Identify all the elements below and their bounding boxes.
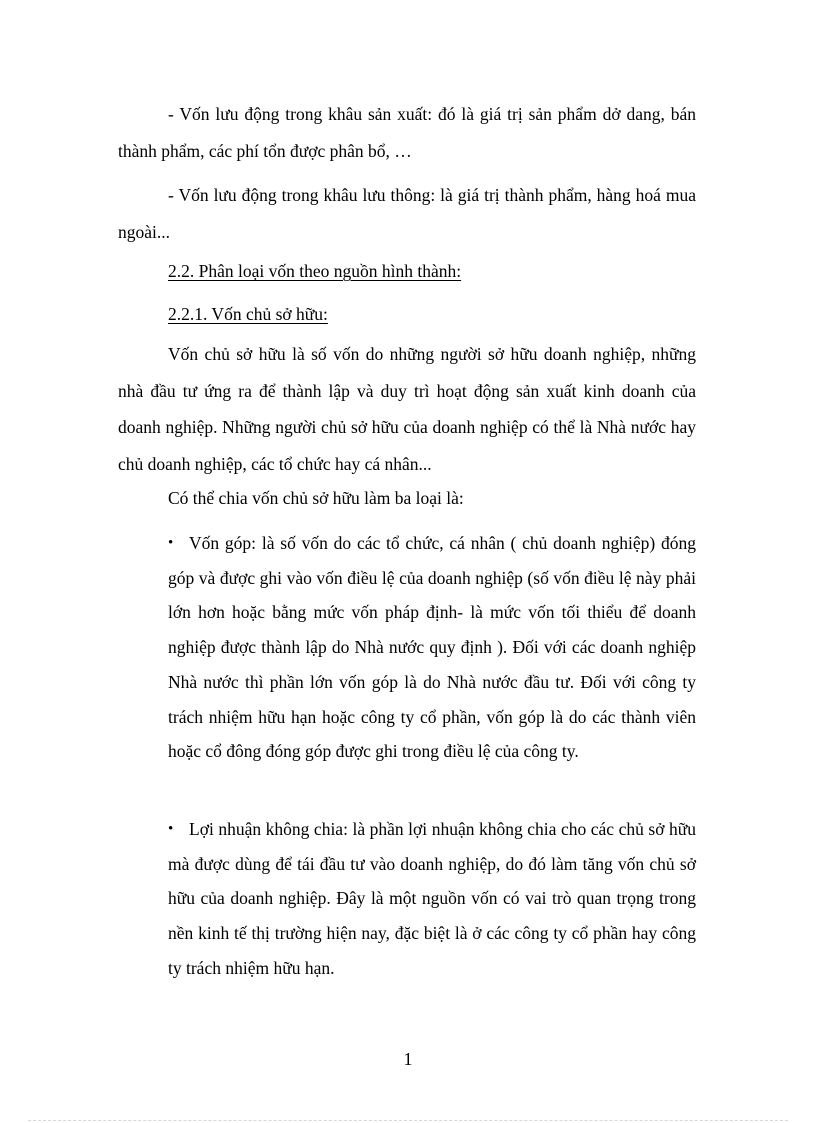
- bullet-text-contributed-capital: Vốn góp: là số vốn do các tổ chức, cá nhân ( chủ doanh nghiệp) đóng góp và được ghi vào vốn điều lệ của doanh nghiệp (số vốn điều lệ này phải lớn hơn hoặc bằng mức vốn pháp định- là mức vốn tối thiểu để doanh nghiệp được thành lập do Nhà nước quy định ). Đối với các doanh nghiệp Nhà nước thì phần lớn vốn góp là do Nhà nước đầu tư. Đối với công ty trách nhiệm hữu hạn hoặc công ty cổ phần, vốn góp là do các thành viên hoặc cổ đông đóng góp được ghi trong điều lệ của công ty.: [168, 533, 696, 762]
- bullet-dot-icon: •: [168, 535, 174, 551]
- section-heading-2-2: 2.2. Phân loại vốn theo nguồn hình thành:: [168, 261, 462, 281]
- bullet-dot-icon: •: [168, 821, 174, 837]
- paragraph-owner-equity-definition: Vốn chủ sở hữu là số vốn do những người sở hữu doanh nghiệp, những nhà đầu tư ứng ra để thành lập và duy trì hoạt động sản xuất kinh doanh của doanh nghiệp. Những người chủ sở hữu của doanh nghiệp có thể là Nhà nước hay chủ doanh nghiệp, các tổ chức hay cá nhân...: [118, 344, 696, 474]
- page-bottom-divider: [28, 1120, 788, 1121]
- section-heading-2-2-1: 2.2.1. Vốn chủ sở hữu:: [168, 304, 328, 324]
- bullet-item-retained-earnings: [168, 812, 696, 986]
- bullet-text-retained-earnings: Lợi nhuận không chia: là phần lợi nhuận không chia cho các chủ sở hữu mà được dùng để tái đầu tư vào doanh nghiệp, do đó làm tăng vốn chủ sở hữu của doanh nghiệp. Đây là một nguồn vốn có vai trò quan trọng trong nền kinh tế thị trường hiện nay, đặc biệt là ở các công ty cổ phần hay công ty trách nhiệm hữu hạn.: [168, 819, 696, 978]
- page-number: 1: [403, 1049, 413, 1069]
- paragraph-three-types-intro: Có thể chia vốn chủ sở hữu làm ba loại là:: [168, 488, 464, 508]
- bullet-item-contributed-capital: [168, 526, 696, 769]
- paragraph-production-capital: - Vốn lưu động trong khâu sản xuất: đó là giá trị sản phẩm dở dang, bán thành phẩm, các phí tổn được phân bổ, …: [118, 104, 696, 161]
- paragraph-circulation-capital: - Vốn lưu động trong khâu lưu thông: là giá trị thành phẩm, hàng hoá mua ngoài...: [118, 185, 696, 242]
